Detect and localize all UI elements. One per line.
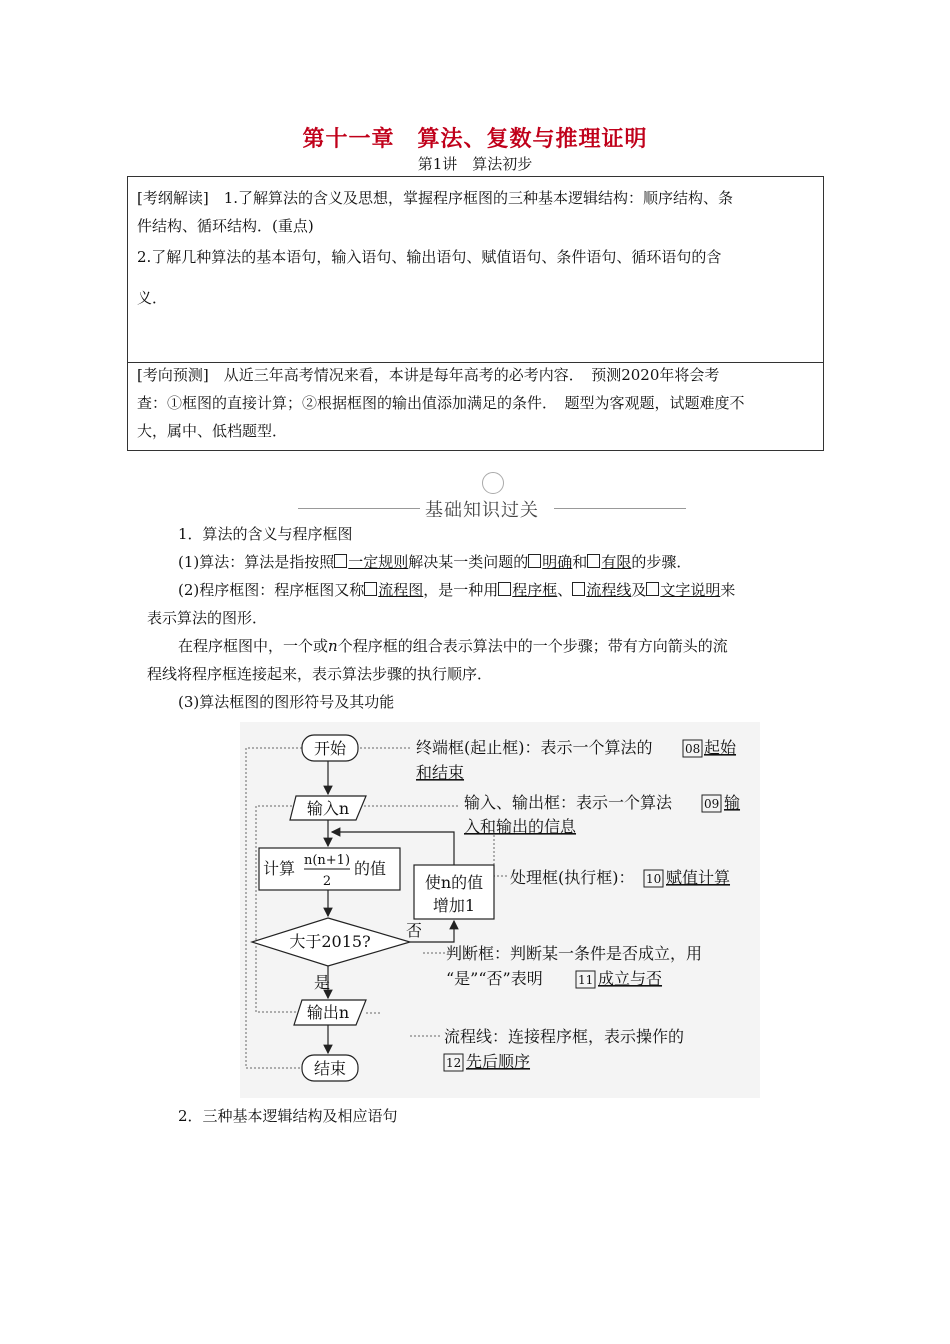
syllabus-box [127,176,824,451]
input-label: 输入n [306,799,350,818]
blank-box-icon [334,554,347,568]
ann-decision-text-2: “是”“否”表明 [446,969,543,988]
forecast-line-3: 大，属中、低档题型． [137,422,288,440]
forecast-line-2: 查：①框图的直接计算；②根据框图的输出值添加满足的条件． 题型为客观题，试题难度不 [137,394,745,412]
ann-terminal-answer: 起始 [704,738,737,757]
blank-box-icon [646,582,659,596]
increment-line-1: 使n的值 [424,873,484,892]
ann-terminal-answer-2: 和结束 [416,763,465,782]
ann-decision-answer: 成立与否 [598,969,663,988]
ann-terminal-num: 08 [685,742,701,756]
chapter-title: 第十一章 算法、复数与推理证明 [302,126,648,152]
lecture-title: 第1讲 算法初步 [417,155,533,173]
output-label: 输出n [306,1003,350,1022]
ann-io-text: 输入、输出框：表示一个算法 [464,793,673,812]
leaf-icon [482,472,504,494]
ann-flowline-num: 12 [446,1056,462,1070]
start-label: 开始 [313,739,347,758]
end-label: 结束 [313,1059,347,1078]
item1-algorithm: (1)算法：算法是指按照 一定规则解决某一类问题的 明确和 有限的步骤． [178,553,692,571]
item1-step-desc: 在程序框图中，一个或n个程序框的组合表示算法中的一个步骤；带有方向箭头的流 [178,637,728,655]
ann-io-num: 09 [704,797,720,811]
flowchart-svg [240,722,760,1098]
banner-rule-left [298,508,420,509]
increment-line-2: 增加1 [432,896,476,915]
item1-title: 1．算法的含义与程序框图 [178,525,353,543]
compute-tail: 的值 [354,859,387,878]
syllabus-line-3: 2.了解几种算法的基本语句，输入语句、输出语句、赋值语句、条件语句、循环语句的含 [137,248,722,266]
compute-label: 计算 [263,859,296,878]
blank-box-icon [364,582,377,596]
ann-flowline-answer: 先后顺序 [466,1052,531,1071]
no-label: 否 [406,921,423,940]
syllabus-line-4: 义． [137,289,168,307]
syllabus-line-1: [考纲解读] 1.了解算法的含义及思想，掌握程序框图的三种基本逻辑结构：顺序结构、条 [137,189,734,207]
item1-flowchart-def-cont: 表示算法的图形． [147,609,268,627]
banner-rule-right [554,508,686,509]
decision-label: 大于2015? [289,932,371,951]
blank-box-icon [528,554,541,568]
ann-io-answer: 输 [724,793,741,812]
ann-decision-num: 11 [578,973,594,987]
item1-step-desc-cont: 程线将程序框连接起来，表示算法步骤的执行顺序． [147,665,493,683]
section-banner [298,496,686,522]
item1-flowchart-def: (2)程序框图：程序框图又称 流程图，是一种用 程序框、 流程线及 文字说明来 [178,581,736,599]
blank-box-icon [587,554,600,568]
ann-proc-text: 处理框(执行框)： [510,868,635,887]
flowchart-figure [240,722,760,1098]
ann-proc-answer: 赋值计算 [666,868,731,887]
ann-proc-num: 10 [646,872,662,886]
ann-io-answer-2: 入和输出的信息 [464,817,577,836]
compute-numerator: n(n+1) [303,853,351,868]
compute-denominator: 2 [322,874,332,889]
banner-title: 基础知识过关 [425,500,539,521]
syllabus-line-2: 件结构、循环结构．(重点) [137,217,314,235]
blank-box-icon [498,582,511,596]
forecast-line-1: [考向预测] 从近三年高考情况来看，本讲是每年高考的必考内容． 预测2020年将会考 [137,366,720,384]
ann-flowline-text: 流程线：连接程序框，表示操作的 [444,1027,685,1046]
ann-terminal-text: 终端框(起止框)：表示一个算法的 [416,738,653,757]
blank-box-icon [572,582,585,596]
item2-title: 2．三种基本逻辑结构及相应语句 [178,1107,398,1125]
ann-decision-text: 判断框：判断某一条件是否成立，用 [446,944,703,963]
item1-symbols-title: (3)算法框图的图形符号及其功能 [178,693,395,711]
yes-label: 是 [314,973,331,992]
